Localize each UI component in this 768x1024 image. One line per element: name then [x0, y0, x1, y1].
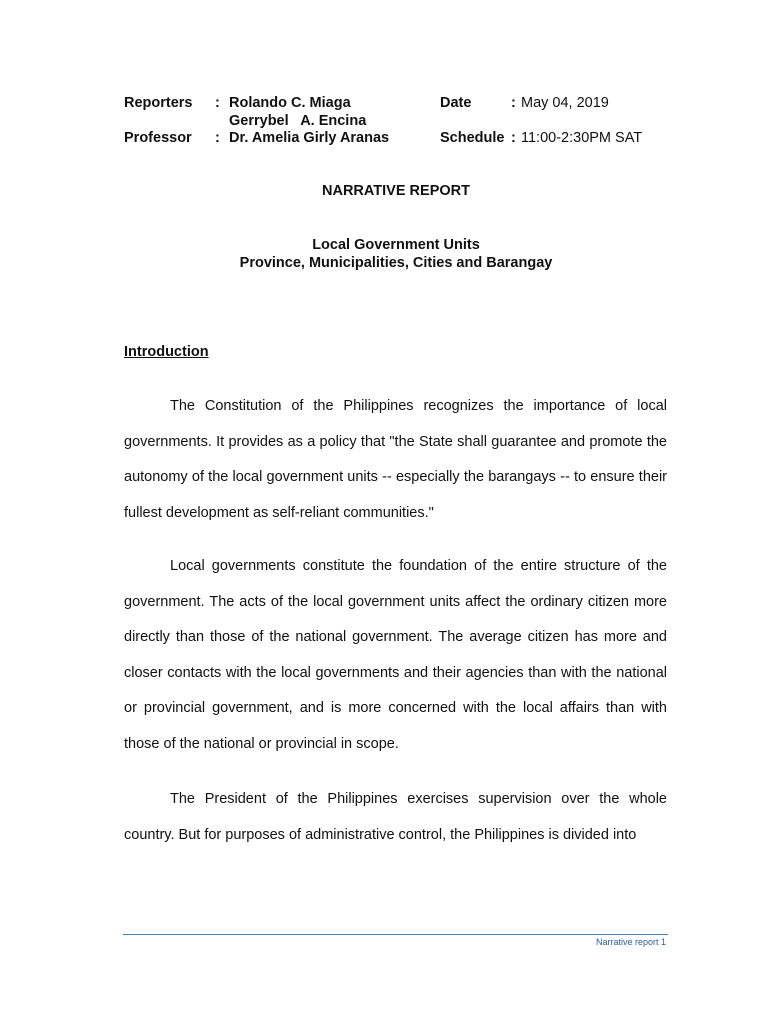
date-label: Date	[440, 95, 472, 111]
schedule-colon: :	[511, 130, 516, 146]
date-value: May 04, 2019	[521, 95, 609, 111]
date-colon: :	[511, 95, 516, 111]
document-subtitle-2: Province, Municipalities, Cities and Barangay	[239, 255, 553, 271]
footer-divider	[123, 934, 668, 935]
professor-name: Dr. Amelia Girly Aranas	[229, 130, 390, 146]
reporter-name-1: Rolando C. Miaga	[229, 95, 351, 111]
reporters-colon: :	[215, 95, 220, 111]
professor-colon: :	[215, 130, 220, 146]
professor-label: Professor	[124, 130, 192, 146]
reporter-name-2: Gerrybel A. Encina	[229, 113, 367, 129]
section-heading-introduction: Introduction	[124, 344, 209, 360]
schedule-label: Schedule	[440, 130, 505, 146]
document-subtitle-1: Local Government Units	[312, 237, 480, 253]
document-title: NARRATIVE REPORT	[322, 183, 470, 199]
footer-page-label: Narrative report 1	[595, 937, 666, 947]
schedule-value: 11:00-2:30PM SAT	[521, 130, 643, 146]
reporters-label: Reporters	[124, 95, 193, 111]
paragraph-3: The President of the Philippines exercises supervision over the whole country. But for purposes of administrative control, the Philippines is divided into	[124, 791, 667, 843]
paragraph-2: Local governments constitute the foundation of the entire structure of the government. The acts of the local government units affect the ordinary citizen more directly than those of the national government. The average citizen has more and closer contacts with the local governments and their agencies than with the national or provincial government, and is more concerned with the local affairs than with those of the national or provincial in scope.	[124, 558, 667, 752]
paragraph-1: The Constitution of the Philippines recognizes the importance of local governments. It provides as a policy that "the State shall guarantee and promote the autonomy of the local government units -- especially the barangays -- to ensure their fullest development as self-reliant communities."	[124, 398, 667, 521]
